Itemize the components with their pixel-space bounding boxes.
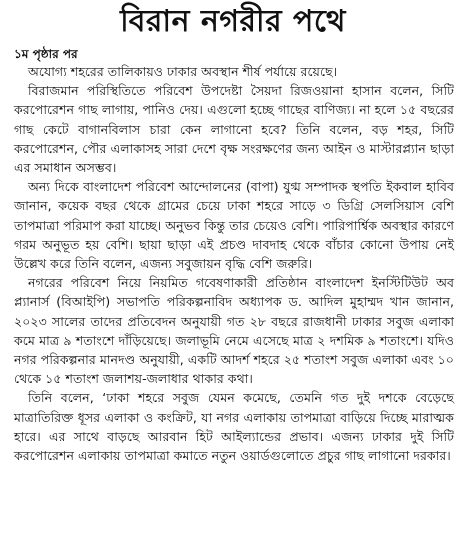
article-paragraph: অন্য দিকে বাংলাদেশ পরিবেশ আন্দোলনের (বাপা) যুগ্ম সম্পাদক স্থপতি ইকবাল হাবিব জানান, কয়েক বছর থেকে গ্রামের চেয়ে ঢাকা শহরে সাড়ে ৩ ডিগ্রি সেলসিয়াস বেশি তাপমাত্রা পরিমাপ করা যাচ্ছে। অনুভব কিন্তু তার চেয়েও বেশি। পারিপার্শ্বিক অবস্থার কারণে গরম অনুভূত হয় বেশি। ছায়া ছাড়া এই প্রচণ্ড দাবদাহ থেকে বাঁচার কোনো উপায় নেই উল্লেখ করে তিনি বলেন, এজন্য সবুজায়ন বৃদ্ধি বেশি জরুরি। xyxy=(14,179,454,272)
article-body xyxy=(14,62,454,465)
continued-from-label: ১ম পৃষ্ঠার পর xyxy=(14,47,78,61)
article-paragraph: তিনি বলেন, ‘ঢাকা শহরে সবুজ যেমন কমেছে, তেমনি গত দুই দশকে বেড়েছে মাত্রাতিরিক্ত ধূসর এলাকা ও কংক্রিট, যা নগর এলাকায় তাপমাত্রা বাড়িয়ে দিচ্ছে মারাত্মক হারে। এর সাথে বাড়ছে আরবান হিট আইল্যান্ডের প্রভাব। এজন্য ঢাকার দুই সিটি করপোরেশন এলাকায় তাপমাত্রা কমাতে নতুন ওয়ার্ডগুলোতে প্রচুর গাছ লাগানো দরকার। xyxy=(14,390,454,464)
article-headline: বিরান নগরীর পথে xyxy=(120,4,346,39)
article-paragraph: অযোগ্য শহরের তালিকায়ও ঢাকার অবস্থান শীর্ষ পর্যায়ে রয়েছে। xyxy=(28,64,338,79)
article-paragraph: নগরের পরিবেশ নিয়ে নিয়মিত গবেষণাকারী প্রতিষ্ঠান বাংলাদেশ ইনস্টিটিউট অব প্ল্যানার্স (বিআইপি) সভাপতি পরিকল্পনাবিদ অধ্যাপক ড. আদিল মুহাম্মদ খান জানান, ২০২৩ সালের তাদের প্রতিবেদন অনুযায়ী গত ২৮ বছরে রাজধানী ঢাকার সবুজ এলাকা কমে মাত্র ৯ শতাংশে দাঁড়িয়েছে। জলাভূমি নেমে এসেছে মাত্র ২ দশমিক ৯ শতাংশে। যদিও নগর পরিকল্পনার মানদণ্ড অনুযায়ী, একটি আদর্শ শহরে ২৫ শতাংশ সবুজ এলাকা এবং ১০ থেকে ১৫ শতাংশ জলাশয়-জলাধার থাকার কথা। xyxy=(14,275,454,387)
article-paragraph: বিরাজমান পরিস্থিতিতে পরিবেশ উপদেষ্টা সৈয়দা রিজওয়ানা হাসান বলেন, সিটি করপোরেশন গাছ লাগায়, পানিও দেয়। এগুলো হচ্ছে গাছের বাণিজ্য। না হলে ১৫ বছরের গাছ কেটে বাগানবিলাস চারা কেন লাগানো হবে? তিনি বলেন, বড় শহর, সিটি করপোরেশন, পৌর এলাকাসহ সারা দেশে বৃক্ষ সংরক্ষণের জন্য আইন ও মাস্টারপ্ল্যান ছাড়া এর সমাধান অসম্ভব। xyxy=(14,83,454,176)
